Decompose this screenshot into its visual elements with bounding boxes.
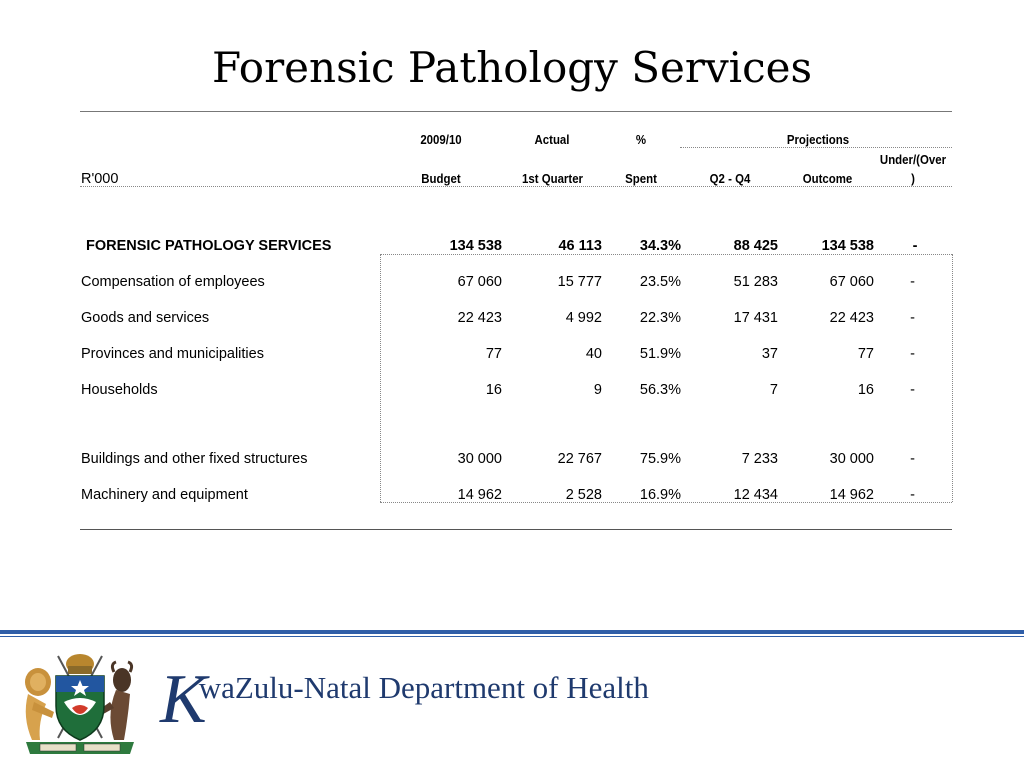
table-cell-first-quarter: 4 992 — [565, 310, 602, 326]
total-budget: 134 538 — [449, 238, 502, 254]
detail-box-top — [380, 254, 952, 255]
table-cell-first-quarter: 22 767 — [557, 451, 602, 467]
table-top-rule — [80, 111, 952, 112]
table-cell-spent: 56.3% — [639, 382, 681, 398]
table-cell-under-over: - — [910, 451, 915, 467]
table-cell-under-over: - — [910, 382, 915, 398]
table-cell-first-quarter: 9 — [593, 382, 602, 398]
header-first-quarter: 1st Quarter — [521, 171, 584, 186]
header-actual: Actual — [534, 132, 570, 147]
table-cell-budget: 67 060 — [457, 274, 502, 290]
table-row-label: Compensation of employees — [81, 274, 265, 290]
projections-divider — [680, 147, 952, 148]
table-cell-outcome: 77 — [857, 346, 874, 362]
table-cell-spent: 16.9% — [639, 487, 681, 503]
table-cell-under-over: - — [910, 487, 915, 503]
header-under-over-close: ) — [911, 171, 915, 186]
table-cell-spent: 51.9% — [639, 346, 681, 362]
header-divider — [80, 186, 952, 187]
table-row-label: Buildings and other fixed structures — [81, 451, 308, 467]
table-cell-q2-q4: 7 — [769, 382, 778, 398]
header-year: 2009/10 — [420, 132, 462, 147]
header-q2-q4: Q2 - Q4 — [709, 171, 751, 186]
total-first-quarter: 46 113 — [558, 238, 602, 254]
table-row-label: Goods and services — [81, 310, 210, 326]
table-cell-budget: 22 423 — [457, 310, 502, 326]
table-cell-q2-q4: 7 233 — [741, 451, 778, 467]
table-cell-budget: 77 — [485, 346, 502, 362]
table-cell-spent: 23.5% — [639, 274, 681, 290]
table-cell-outcome: 22 423 — [829, 310, 874, 326]
table-cell-outcome: 14 962 — [829, 487, 874, 503]
table-cell-budget: 14 962 — [457, 487, 502, 503]
lion-supporter-icon — [25, 668, 54, 740]
table-bottom-rule — [80, 529, 952, 530]
header-budget: Budget — [421, 171, 461, 186]
table-cell-first-quarter: 15 777 — [557, 274, 602, 290]
table-row-label: Machinery and equipment — [81, 487, 248, 503]
total-outcome: 134 538 — [821, 238, 874, 254]
total-spent: 34.3% — [639, 238, 681, 254]
page-title: Forensic Pathology Services — [211, 43, 813, 92]
table-cell-q2-q4: 51 283 — [733, 274, 778, 290]
header-projections: Projections — [786, 132, 850, 147]
table-cell-outcome: 16 — [857, 382, 874, 398]
table-cell-under-over: - — [910, 346, 915, 362]
table-row-label: Households — [81, 382, 158, 398]
detail-box-right — [952, 254, 953, 502]
table-cell-budget: 30 000 — [457, 451, 502, 467]
header-spent: Spent — [625, 171, 657, 186]
detail-box-left — [380, 254, 381, 502]
table-cell-outcome: 30 000 — [829, 451, 874, 467]
table-cell-first-quarter: 2 528 — [565, 487, 602, 503]
header-percent: % — [635, 132, 647, 147]
department-name — [160, 660, 649, 740]
table-cell-first-quarter: 40 — [585, 346, 602, 362]
department-initial: K — [160, 661, 207, 738]
table-cell-outcome: 67 060 — [829, 274, 874, 290]
header-under-over: Under/(Over — [879, 152, 947, 167]
table-cell-q2-q4: 37 — [761, 346, 778, 362]
table-cell-q2-q4: 17 431 — [733, 310, 778, 326]
total-label: FORENSIC PATHOLOGY SERVICES — [86, 238, 332, 254]
table-cell-spent: 22.3% — [639, 310, 681, 326]
footer-rule-thick — [0, 630, 1024, 634]
header-rand-thousands: R'000 — [81, 171, 119, 187]
department-name-rest: waZulu-Natal Department of Health — [198, 670, 649, 705]
header-outcome: Outcome — [802, 171, 853, 186]
table-cell-under-over: - — [910, 310, 915, 326]
table-cell-budget: 16 — [485, 382, 502, 398]
footer-rule-thin — [0, 636, 1024, 637]
table-cell-q2-q4: 12 434 — [733, 487, 778, 503]
table-cell-spent: 75.9% — [639, 451, 681, 467]
coat-of-arms-icon — [18, 642, 142, 762]
total-q2-q4: 88 425 — [733, 238, 778, 254]
table-row-label: Provinces and municipalities — [81, 346, 264, 362]
table-cell-under-over: - — [910, 274, 915, 290]
total-under-over: - — [912, 238, 918, 254]
